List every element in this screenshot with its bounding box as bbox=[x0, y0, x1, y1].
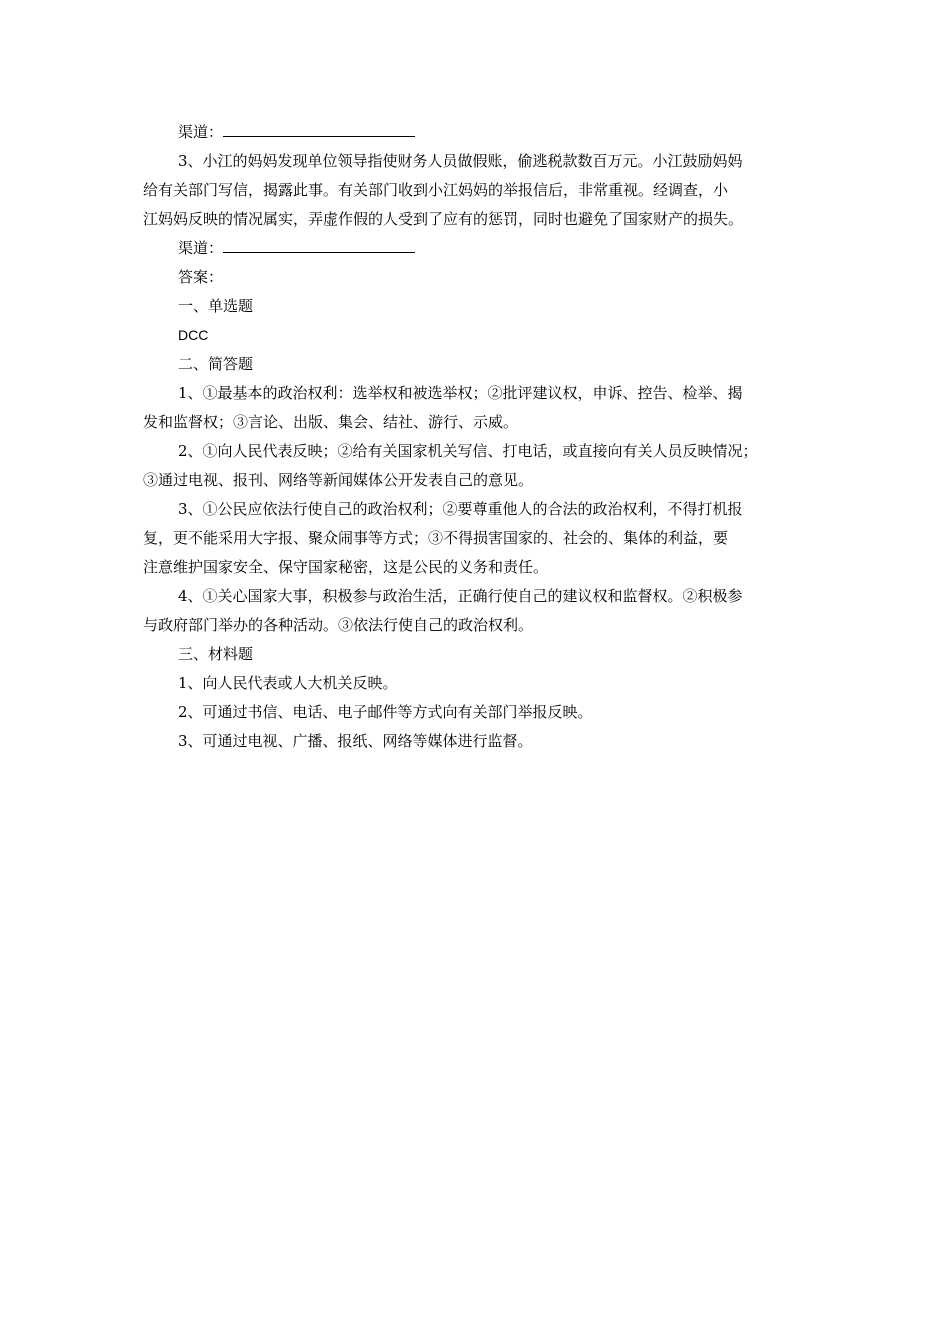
short-answer-1: 1、①最基本的政治权利：选举权和被选举权；②批评建议权，申诉、控告、检举、揭 bbox=[178, 384, 743, 402]
question-3-text: 江妈妈反映的情况属实，弄虚作假的人受到了应有的惩罚，同时也避免了国家财产的损失。 bbox=[143, 210, 744, 228]
answer-blank[interactable] bbox=[223, 122, 415, 137]
answers-heading: 答案： bbox=[178, 268, 224, 286]
material-answer-1: 1、向人民代表或人大机关反映。 bbox=[178, 674, 398, 692]
single-choice-answer: DCC bbox=[178, 327, 209, 343]
section-title: 三、材料题 bbox=[178, 645, 254, 663]
section-title: 一、单选题 bbox=[178, 297, 254, 315]
section-title: 二、简答题 bbox=[178, 355, 254, 373]
document-page bbox=[143, 118, 815, 756]
short-answer-3: 复，更不能采用大字报、聚众闹事等方式；③不得损害国家的、社会的、集体的利益，要 bbox=[143, 529, 729, 547]
short-answer-4: 4、①关心国家大事，积极参与政治生活，正确行使自己的建议权和监督权。②积极参 bbox=[178, 587, 743, 605]
short-answer-1: 发和监督权；③言论、出版、集会、结社、游行、示威。 bbox=[143, 413, 519, 431]
short-answer-4: 与政府部门举办的各种活动。③依法行使自己的政治权利。 bbox=[143, 616, 534, 634]
material-answer-2: 2、可通过书信、电话、电子邮件等方式向有关部门举报反映。 bbox=[178, 703, 593, 721]
answer-blank[interactable] bbox=[223, 238, 415, 253]
question-3-text: 3、小江的妈妈发现单位领导指使财务人员做假账，偷逃税款数百万元。小江鼓励妈妈 bbox=[178, 152, 743, 170]
short-answer-3: 注意维护国家安全、保守国家秘密，这是公民的义务和责任。 bbox=[143, 558, 549, 576]
question-3-text: 给有关部门写信，揭露此事。有关部门收到小江妈妈的举报信后，非常重视。经调查，小 bbox=[143, 181, 729, 199]
channel-label: 渠道： bbox=[178, 239, 224, 257]
channel-line-1 bbox=[143, 118, 815, 147]
short-answer-2: 2、①向人民代表反映；②给有关国家机关写信、打电话，或直接向有关人员反映情况； bbox=[178, 442, 758, 460]
material-answer-3: 3、可通过电视、广播、报纸、网络等媒体进行监督。 bbox=[178, 732, 533, 750]
channel-label: 渠道： bbox=[178, 123, 224, 141]
short-answer-2: ③通过电视、报刊、网络等新闻媒体公开发表自己的意见。 bbox=[143, 471, 534, 489]
channel-line-2 bbox=[143, 234, 815, 263]
short-answer-3: 3、①公民应依法行使自己的政治权利；②要尊重他人的合法的政治权利，不得打机报 bbox=[178, 500, 743, 518]
